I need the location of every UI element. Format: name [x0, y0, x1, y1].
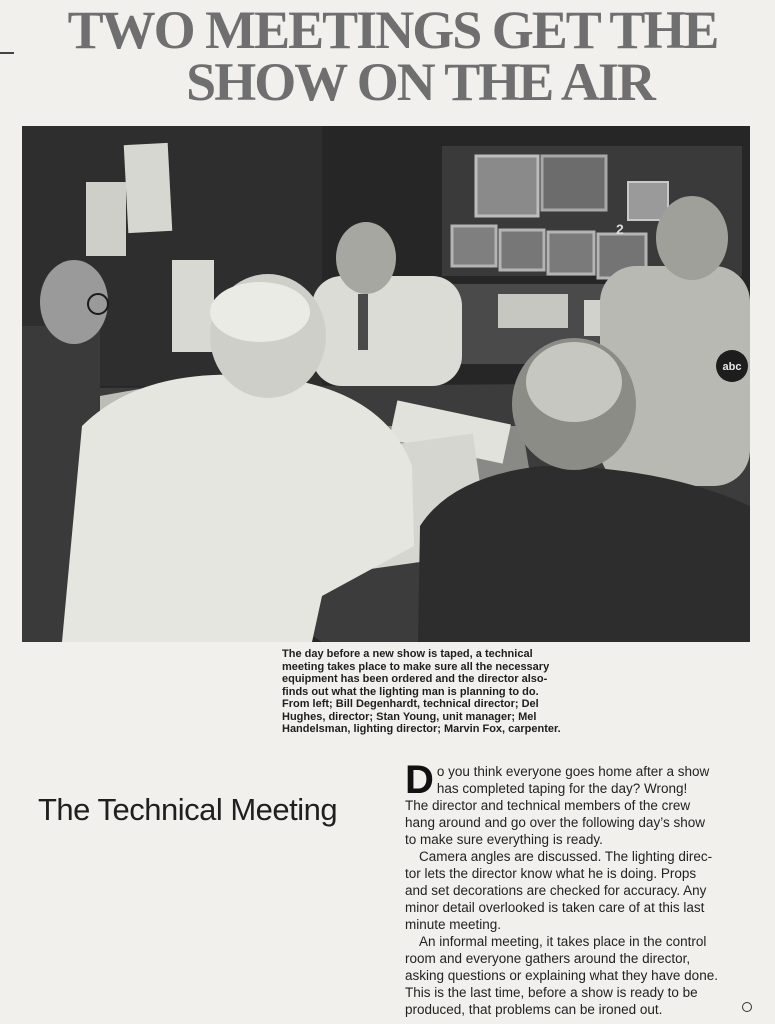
- person-foreground-right: [418, 466, 750, 642]
- section-title: The Technical Meeting: [38, 792, 338, 827]
- meeting-photo: [22, 126, 750, 642]
- paragraph-1: [405, 758, 755, 848]
- monitor: [548, 232, 594, 274]
- paragraph-1-text: o you think everyone goes home after a show has completed taping for the day? Wrong! The director and technical members of the crew hang around and go over the following day’s show to make sure everything is ready.: [405, 764, 710, 847]
- page-headline: [0, 0, 775, 112]
- headline-line-1: TWO MEETINGS GET THE: [67, 0, 718, 60]
- wall-paper: [124, 143, 173, 233]
- equipment-number: 2: [616, 221, 624, 237]
- wall-paper: [172, 260, 214, 352]
- wall-paper: [86, 182, 126, 256]
- monitor: [476, 156, 538, 216]
- abc-logo-text: abc: [722, 361, 742, 373]
- paragraph-3: An informal meeting, it takes place in the control room and everyone gathers around the director, asking questions or explaining what they have done. This is the last time, before a show is ready to be produced, that problems can be ironed out.: [405, 934, 718, 1017]
- monitor: [500, 230, 544, 270]
- end-of-article-mark: [742, 1002, 752, 1012]
- headline-line-2: SHOW ON THE AIR: [186, 52, 654, 112]
- paragraph-2: Camera angles are discussed. The lighting direc- tor lets the director know what he is doing. Props and set decorations are checked for accuracy. Any minor detail overlooked is taken care of at this last minute meeting.: [405, 849, 713, 932]
- person-center: [312, 276, 462, 386]
- clock-panel: [628, 182, 668, 220]
- meeting-photo-illustration: [22, 126, 750, 642]
- article-body: [405, 758, 755, 1018]
- monitor: [542, 156, 606, 210]
- drop-cap: D: [405, 758, 434, 802]
- photo-caption: The day before a new show is taped, a technical meeting takes place to make sure all the necessary equipment has been ordered and the director also- finds out what the lighting man is planning to do. From left; Bill Degenhardt, technical director; Del Hughes, director; Stan Young, unit manager; Mel Handelsman, lighting director; Marvin Fox, carpenter.: [282, 648, 561, 735]
- monitor: [452, 226, 496, 266]
